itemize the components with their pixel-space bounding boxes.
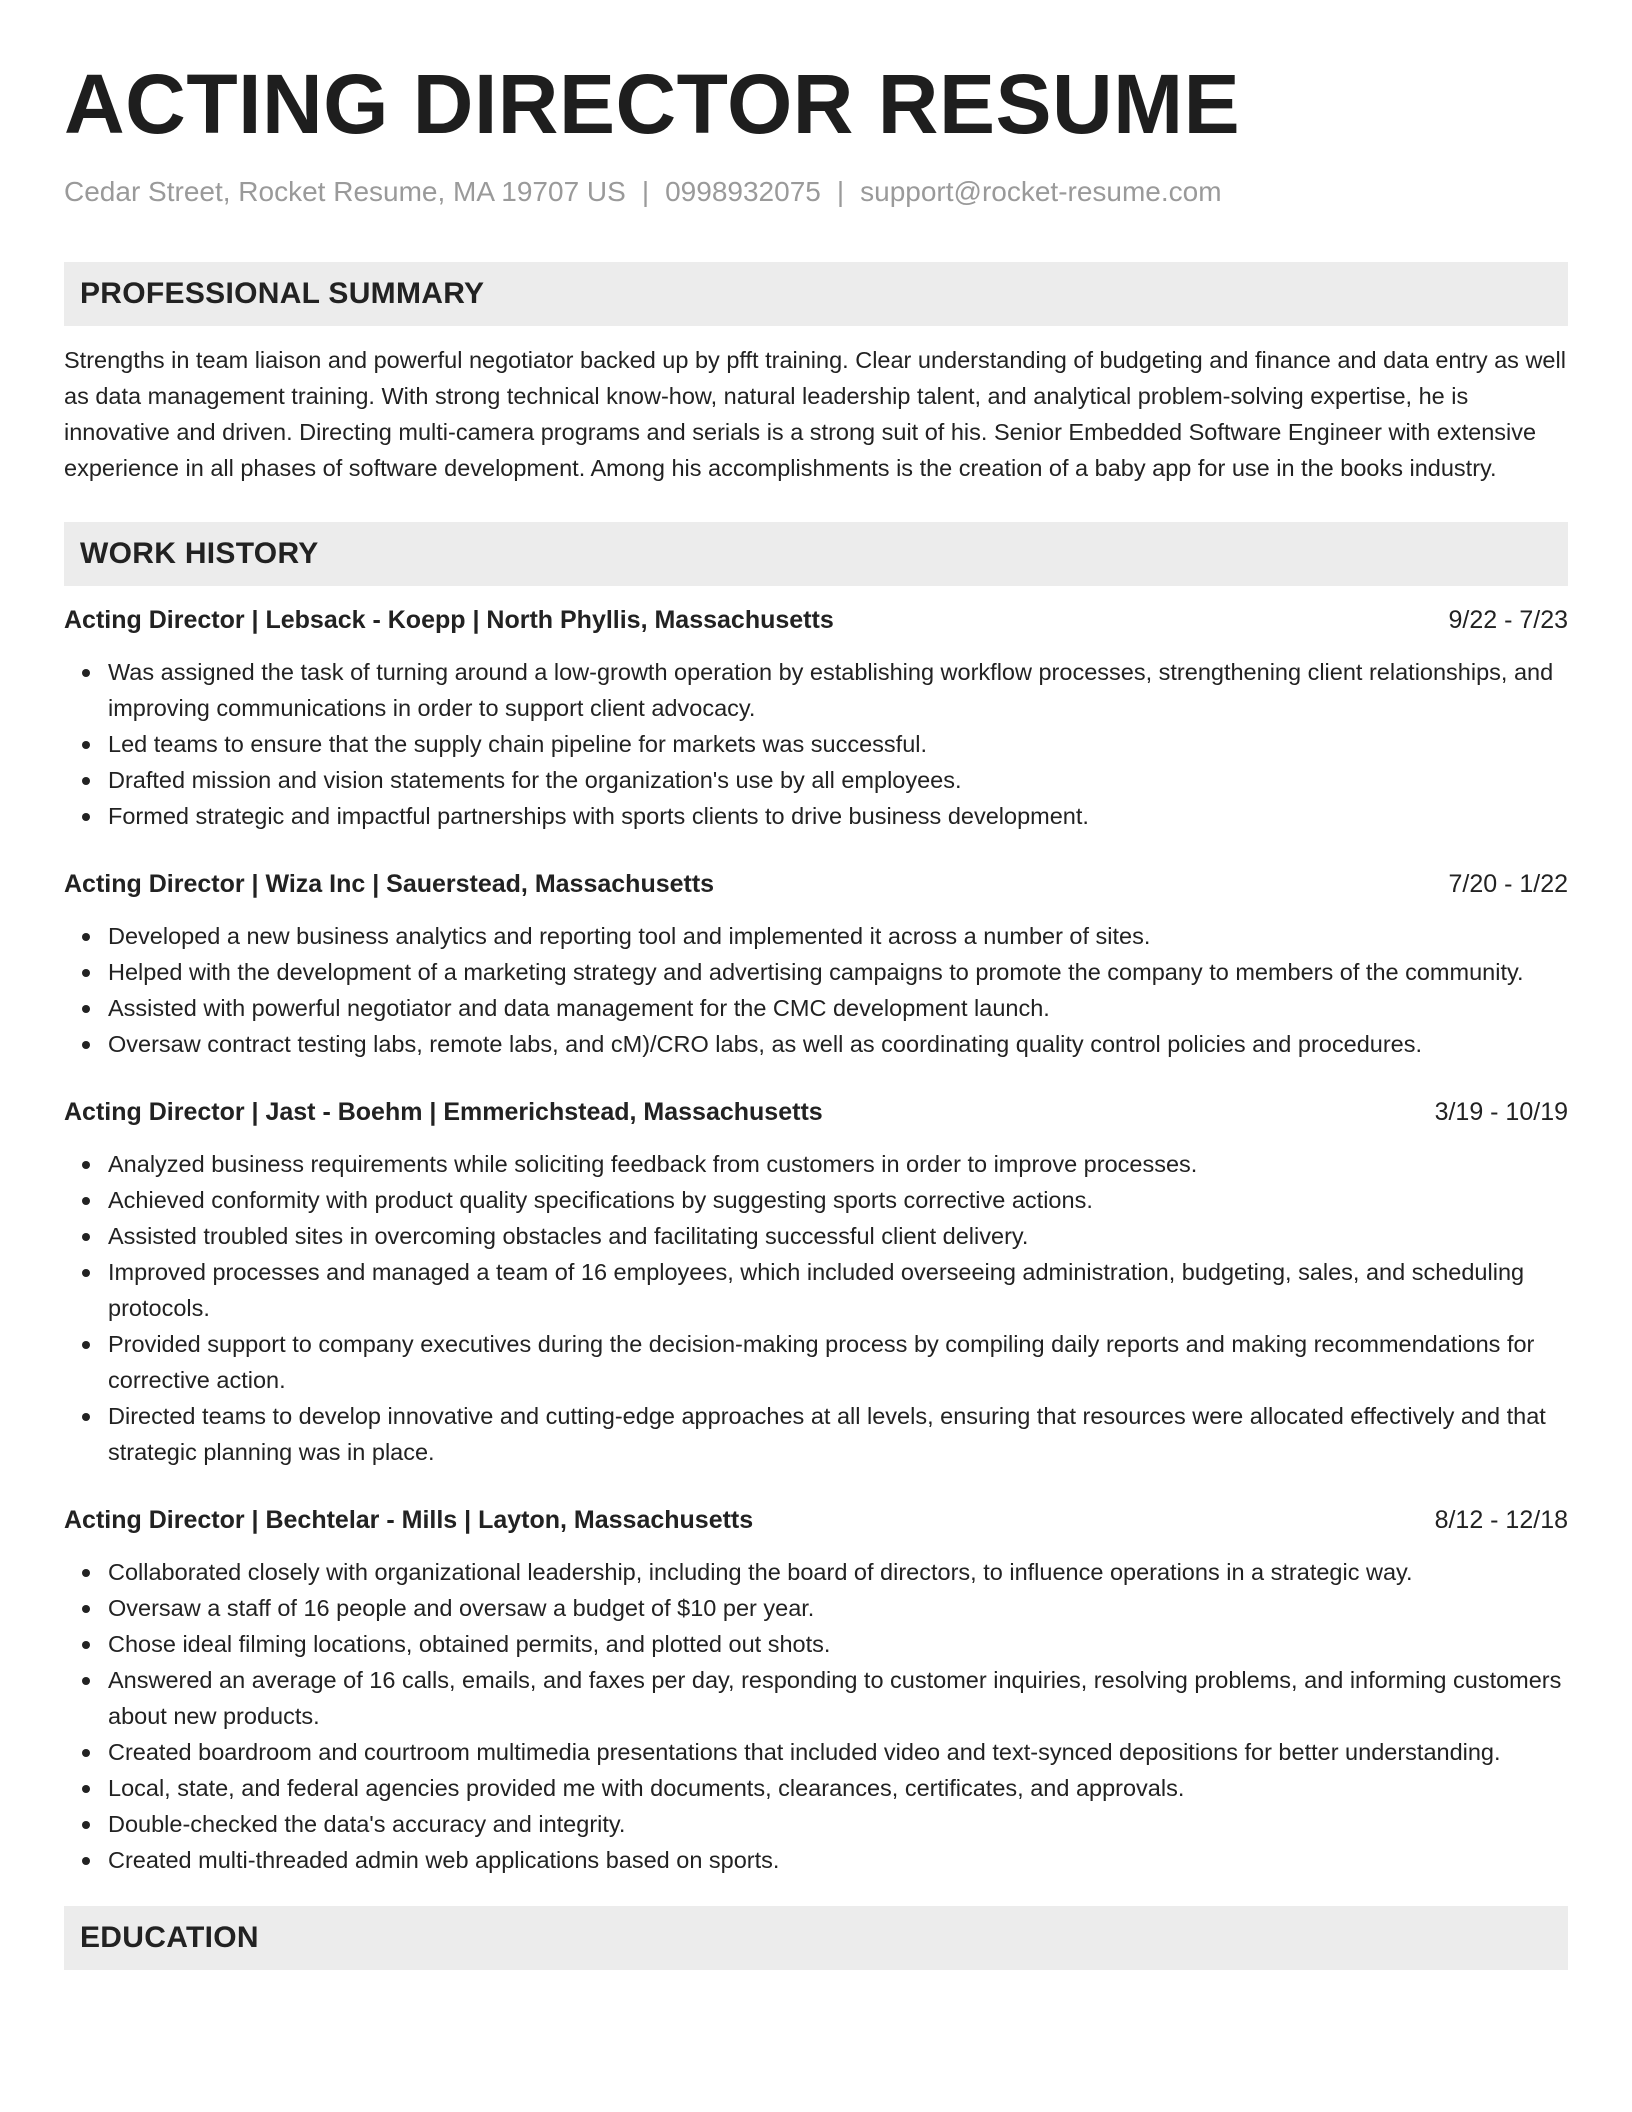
- work-history-list: [64, 602, 1568, 1878]
- contact-phone: 0998932075: [665, 176, 821, 207]
- job-bullet: Developed a new business analytics and reporting tool and implemented it across a number of sites.: [108, 918, 1568, 954]
- contact-separator: |: [641, 176, 650, 207]
- job-bullet: Assisted troubled sites in overcoming obstacles and facilitating successful client delivery.: [108, 1218, 1568, 1254]
- job-dates: 7/20 - 1/22: [1448, 870, 1568, 898]
- job-dates: 9/22 - 7/23: [1448, 606, 1568, 634]
- job-dates: 8/12 - 12/18: [1434, 1506, 1568, 1534]
- contact-address: Cedar Street, Rocket Resume, MA 19707 US: [64, 176, 626, 207]
- job-bullet: Collaborated closely with organizational leadership, including the board of directors, to influence operations in a strategic way.: [108, 1554, 1568, 1590]
- job-header: [64, 1502, 1568, 1538]
- job-bullet: Oversaw a staff of 16 people and oversaw a budget of $10 per year.: [108, 1590, 1568, 1626]
- job-header: [64, 602, 1568, 638]
- job-title: Acting Director | Bechtelar - Mills | Layton, Massachusetts: [64, 1506, 754, 1534]
- job-bullet: Oversaw contract testing labs, remote labs, and cM)/CRO labs, as well as coordinating quality control policies and procedures.: [108, 1026, 1568, 1062]
- section-heading-work-history: WORK HISTORY: [64, 522, 1568, 586]
- job-bullet: Local, state, and federal agencies provided me with documents, clearances, certificates, and approvals.: [108, 1770, 1568, 1806]
- job-bullet: Led teams to ensure that the supply chain pipeline for markets was successful.: [108, 726, 1568, 762]
- job-bullet: Double-checked the data's accuracy and integrity.: [108, 1806, 1568, 1842]
- job-bullet: Achieved conformity with product quality specifications by suggesting sports corrective actions.: [108, 1182, 1568, 1218]
- job-bullet-list: [64, 1146, 1568, 1470]
- job-entry: [64, 602, 1568, 834]
- summary-text: Strengths in team liaison and powerful negotiator backed up by pfft training. Clear understanding of budgeting and finance and data entry as well as data management training. With strong technical know-how, natural leadership talent, and analytical problem-solving expertise, he is innovative and driven. Directing multi-camera programs and serials is a strong suit of his. Senior Embedded Software Engineer with extensive experience in all phases of software development. Among his accomplishments is the creation of a baby app for use in the books industry.: [64, 347, 1566, 481]
- job-bullet-list: [64, 918, 1568, 1062]
- job-header: [64, 1094, 1568, 1130]
- job-bullet: Improved processes and managed a team of 16 employees, which included overseeing administration, budgeting, sales, and scheduling protocols.: [108, 1254, 1568, 1326]
- job-dates: 3/19 - 10/19: [1434, 1098, 1568, 1126]
- job-bullet: Answered an average of 16 calls, emails, and faxes per day, responding to customer inquiries, resolving problems, and informing customers about new products.: [108, 1662, 1568, 1734]
- job-entry: [64, 1094, 1568, 1470]
- contact-separator: |: [836, 176, 845, 207]
- job-bullet: Was assigned the task of turning around a low-growth operation by establishing workflow processes, strengthening client relationships, and improving communications in order to support client advocacy.: [108, 654, 1568, 726]
- job-bullet: Provided support to company executives during the decision-making process by compiling daily reports and making recommendations for corrective action.: [108, 1326, 1568, 1398]
- section-heading-education: EDUCATION: [64, 1906, 1568, 1970]
- job-bullet: Formed strategic and impactful partnerships with sports clients to drive business development.: [108, 798, 1568, 834]
- job-bullet: Created multi-threaded admin web applications based on sports.: [108, 1842, 1568, 1878]
- contact-email: support@rocket-resume.com: [860, 176, 1222, 207]
- job-bullet-list: [64, 1554, 1568, 1878]
- job-title: Acting Director | Lebsack - Koepp | North Phyllis, Massachusetts: [64, 606, 834, 634]
- job-bullet: Analyzed business requirements while soliciting feedback from customers in order to improve processes.: [108, 1146, 1568, 1182]
- resume-title: ACTING DIRECTOR RESUME: [64, 57, 1241, 151]
- job-title: Acting Director | Jast - Boehm | Emmerichstead, Massachusetts: [64, 1098, 823, 1126]
- section-heading-summary: PROFESSIONAL SUMMARY: [64, 262, 1568, 326]
- job-entry: [64, 1502, 1568, 1878]
- job-bullet: Helped with the development of a marketing strategy and advertising campaigns to promote the company to members of the community.: [108, 954, 1568, 990]
- job-bullet: Directed teams to develop innovative and cutting-edge approaches at all levels, ensuring that resources were allocated effectively and that strategic planning was in place.: [108, 1398, 1568, 1470]
- job-bullet: Created boardroom and courtroom multimedia presentations that included video and text-synced depositions for better understanding.: [108, 1734, 1568, 1770]
- job-title: Acting Director | Wiza Inc | Sauerstead, Massachusetts: [64, 870, 715, 898]
- job-bullet: Assisted with powerful negotiator and data management for the CMC development launch.: [108, 990, 1568, 1026]
- job-entry: [64, 866, 1568, 1062]
- contact-line: [64, 174, 1568, 210]
- job-bullet: Drafted mission and vision statements for the organization's use by all employees.: [108, 762, 1568, 798]
- job-bullet-list: [64, 654, 1568, 834]
- job-header: [64, 866, 1568, 902]
- job-bullet: Chose ideal filming locations, obtained permits, and plotted out shots.: [108, 1626, 1568, 1662]
